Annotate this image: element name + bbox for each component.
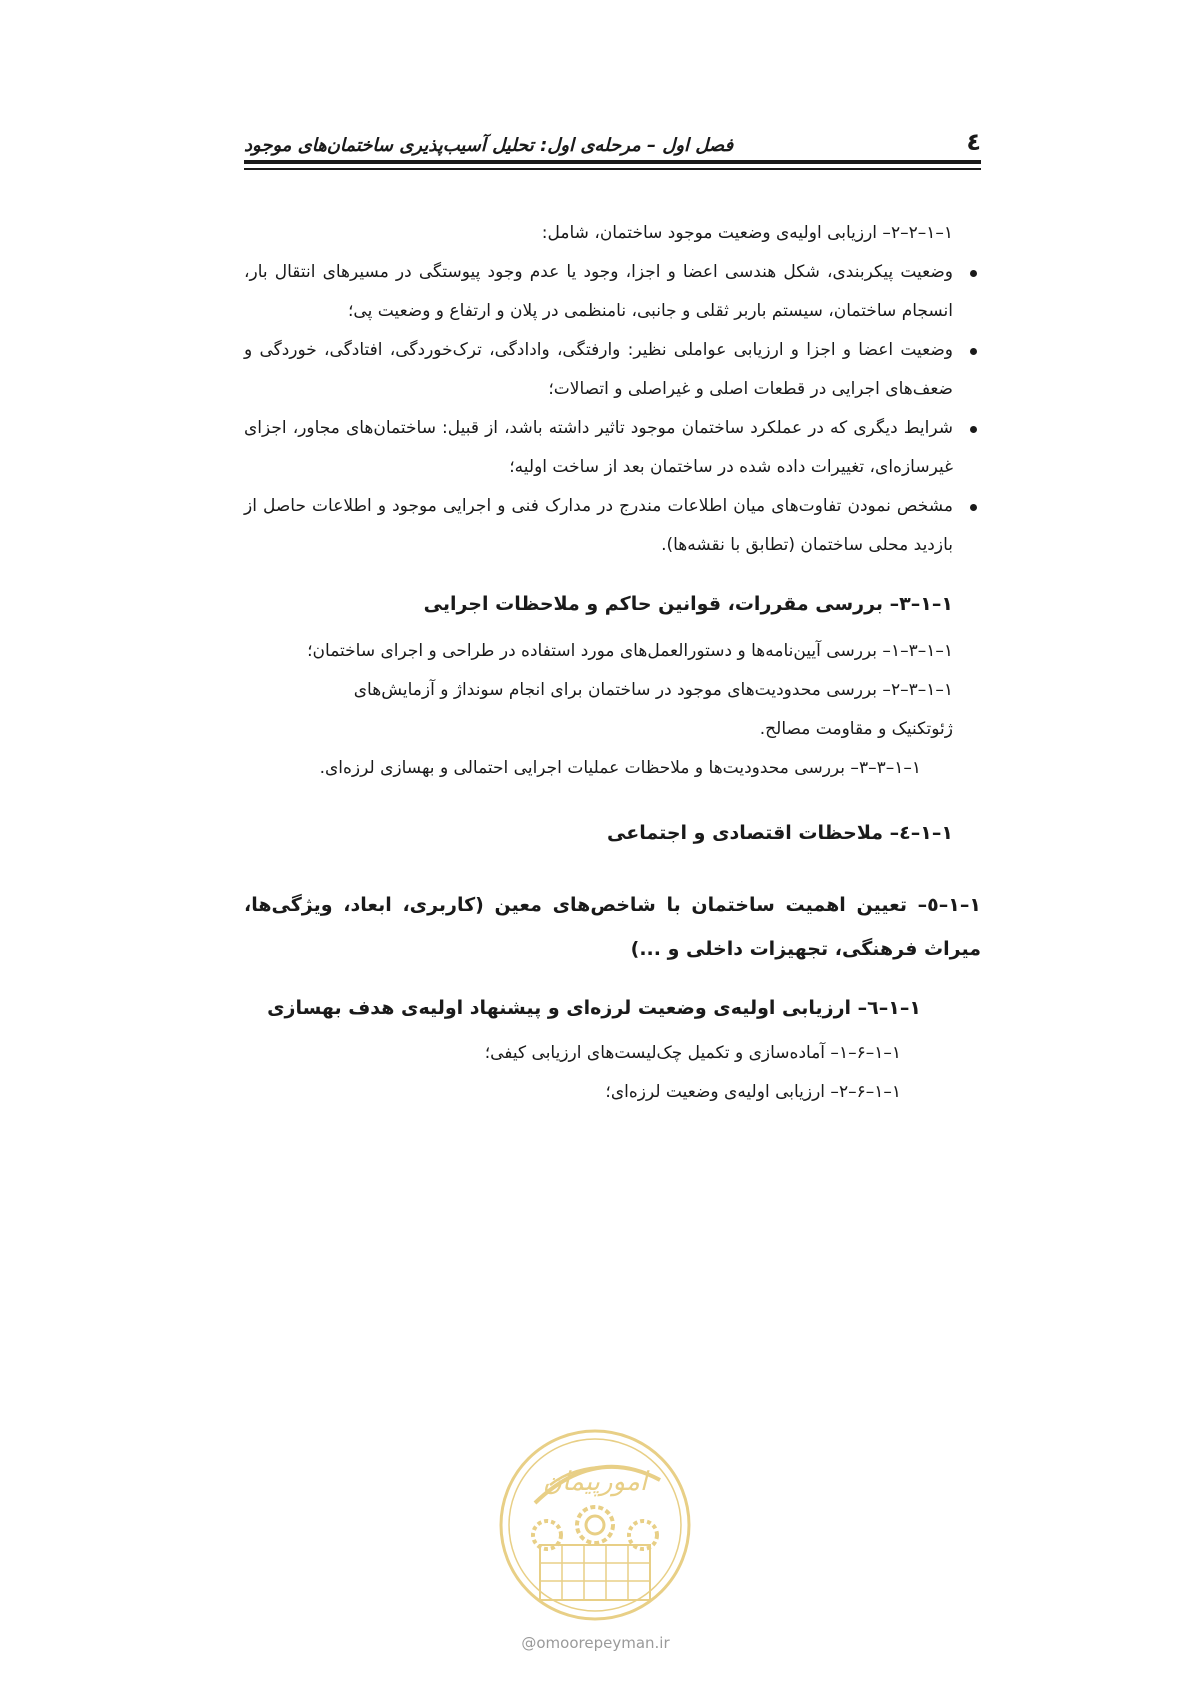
page-number: ٤ [966,128,981,156]
list-item-text: وضعیت پیکربندی، شکل هندسی اعضا و اجزا، وجود یا عدم وجود پیوستگی در مسیرهای انتقال بار، انسجام ساختمان، سیستم باربر ثقلی و جانبی، نامنظمی در پلان و ارتفاع و وضعیت پی؛ [244,262,953,321]
bullet-icon [970,504,977,511]
running-title: فصل اول – مرحله‌ی اول: تحلیل آسیب‌پذیری ساختمان‌های موجود [244,135,734,156]
section-3-items [244,632,981,788]
header-rule-thick [244,160,981,164]
section-heading-1-1-6: ۱–۱–٦– ارزیابی اولیه‌ی وضعیت لرزه‌ای و پیشنهاد اولیه‌ی هدف بهسازی [267,997,921,1019]
bullet-icon [970,348,977,355]
list-item [244,253,981,331]
list-item-text: وضعیت اعضا و اجزا و ارزیابی عواملی نظیر: وارفتگی، وادادگی، ترک‌خوردگی، افتادگی، خوردگی و ضعف‌های اجرایی در قطعات اصلی و غیراصلی و اتصالات؛ [244,340,953,399]
page-header [244,128,981,156]
watermark-url: @omoorepeyman.ir [521,1634,670,1652]
bullet-icon [970,426,977,433]
list-item [244,331,981,409]
logo-text: امورپیمان [542,1467,648,1497]
page-body [244,214,981,1112]
subsection-heading-1-1-2-2: ۱–۱–۲–۲– ارزیابی اولیه‌ی وضعیت موجود ساختمان، شامل: [541,223,953,243]
bullet-icon [970,270,977,277]
subsection-item: ۱–۱–۶–۱– آماده‌سازی و تکمیل چک‌لیست‌های ارزیابی کیفی؛ [484,1043,901,1063]
section-6-items [244,1034,981,1112]
subsection-item-continuation: ژئوتکنیک و مقاومت مصالح. [759,719,953,739]
bullet-list [244,253,981,565]
subsection-item: ۱–۱–۳–۱– بررسی آیین‌نامه‌ها و دستورالعمل‌های مورد استفاده در طراحی و اجرای ساختمان؛ [307,641,953,661]
subsection-item: ۱–۱–۳–۳– بررسی محدودیت‌ها و ملاحظات عملیات اجرایی احتمالی و بهسازی لرزه‌ای. [319,758,921,778]
logo-emblem-icon [495,1425,695,1625]
section-heading-1-1-3: ۱–۱–۳– بررسی مقررات، قوانین حاکم و ملاحظات اجرایی [423,593,953,615]
section-heading-1-1-4: ۱–۱–٤– ملاحظات اقتصادی و اجتماعی [607,822,953,844]
subsection-item: ۱–۱–۶–۲– ارزیابی اولیه‌ی وضعیت لرزه‌ای؛ [605,1082,901,1102]
subsection-item: ۱–۱–۳–۲– بررسی محدودیت‌های موجود در ساختمان برای انجام سونداژ و آزمایش‌های [353,680,953,700]
list-item-text: شرایط دیگری که در عملکرد ساختمان موجود تاثیر داشته باشد، از قبیل: ساختمان‌های مجاور، اجزای غیرسازه‌ای، تغییرات داده شده در ساختمان بعد از ساخت اولیه؛ [244,418,953,477]
list-item [244,487,981,565]
watermark-logo [495,1425,695,1625]
header-rule-thin [244,168,981,170]
list-item-text: مشخص نمودن تفاوت‌های میان اطلاعات مندرج در مدارک فنی و اجرایی موجود و اطلاعات حاصل از بازدید محلی ساختمان (تطابق با نقشه‌ها). [244,496,953,555]
section-heading-1-1-5: ۱–۱–٥– تعیین اهمیت ساختمان با شاخص‌های معین (کاربری، ابعاد، ویژگی‌ها، میراث فرهنگی، تجهیزات داخلی و ...) [244,894,981,960]
list-item [244,409,981,487]
